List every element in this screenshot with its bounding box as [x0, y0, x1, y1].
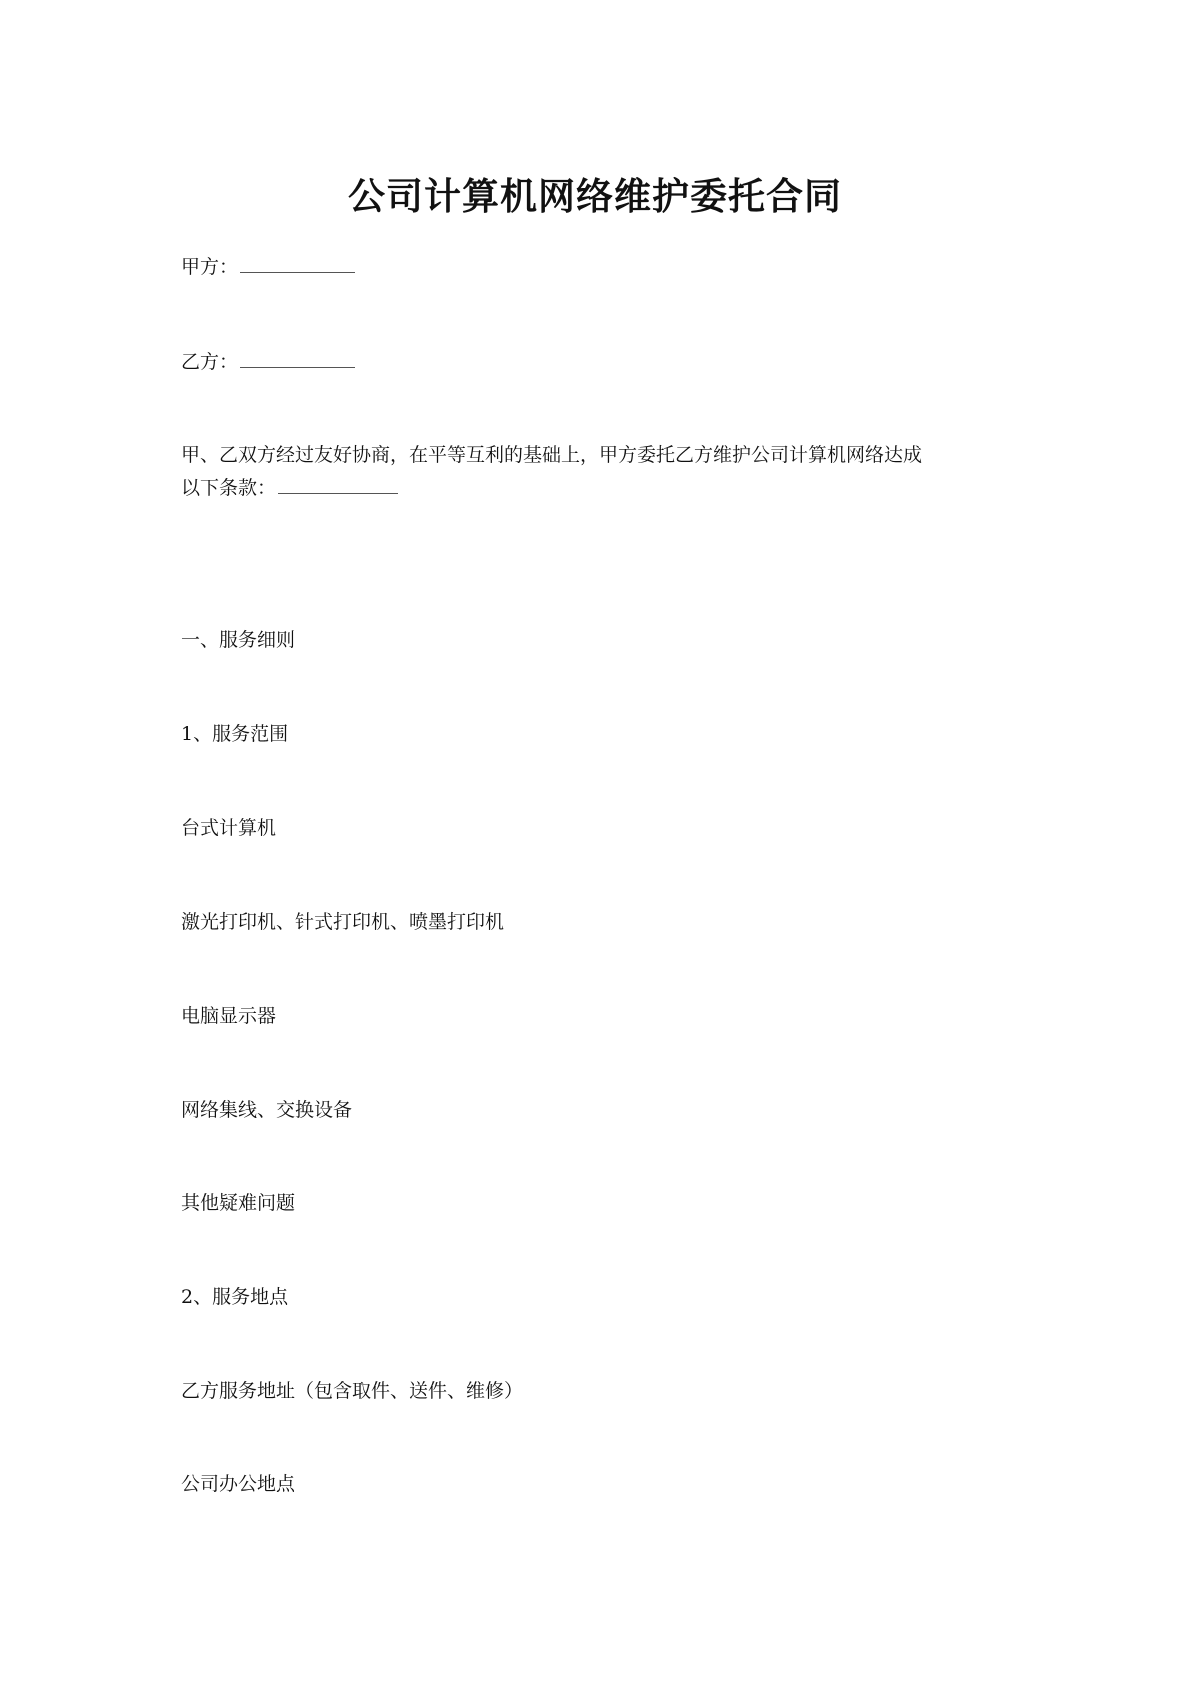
scope-item: 电脑显示器	[181, 1005, 277, 1027]
intro-terms-label: 以下条款：	[181, 477, 277, 499]
scope-item: 激光打印机、针式打印机、喷墨打印机	[181, 911, 505, 933]
intro-terms-blank	[278, 473, 398, 494]
location-item: 公司办公地点	[181, 1473, 296, 1495]
section-1-heading: 一、服务细则	[181, 629, 296, 651]
intro-paragraph-line-1: 甲、乙双方经过友好协商，在平等互利的基础上，甲方委托乙方维护公司计算机网络达成	[181, 444, 923, 466]
scope-item: 台式计算机	[181, 817, 277, 839]
party-b-line	[181, 346, 355, 378]
scope-item: 其他疑难问题	[181, 1192, 296, 1214]
intro-paragraph-line-2	[181, 472, 398, 504]
party-b-blank	[240, 347, 355, 368]
subsection-service-scope-heading: 1、服务范围	[181, 723, 289, 745]
party-a-label: 甲方：	[181, 256, 239, 278]
location-item: 乙方服务地址（包含取件、送件、维修）	[181, 1380, 524, 1402]
document-title: 公司计算机网络维护委托合同	[348, 175, 842, 218]
scope-item: 网络集线、交换设备	[181, 1099, 353, 1121]
party-a-line	[181, 251, 355, 283]
party-b-label: 乙方：	[181, 351, 239, 373]
subsection-service-location-heading: 2、服务地点	[181, 1286, 289, 1308]
party-a-blank	[240, 252, 355, 273]
